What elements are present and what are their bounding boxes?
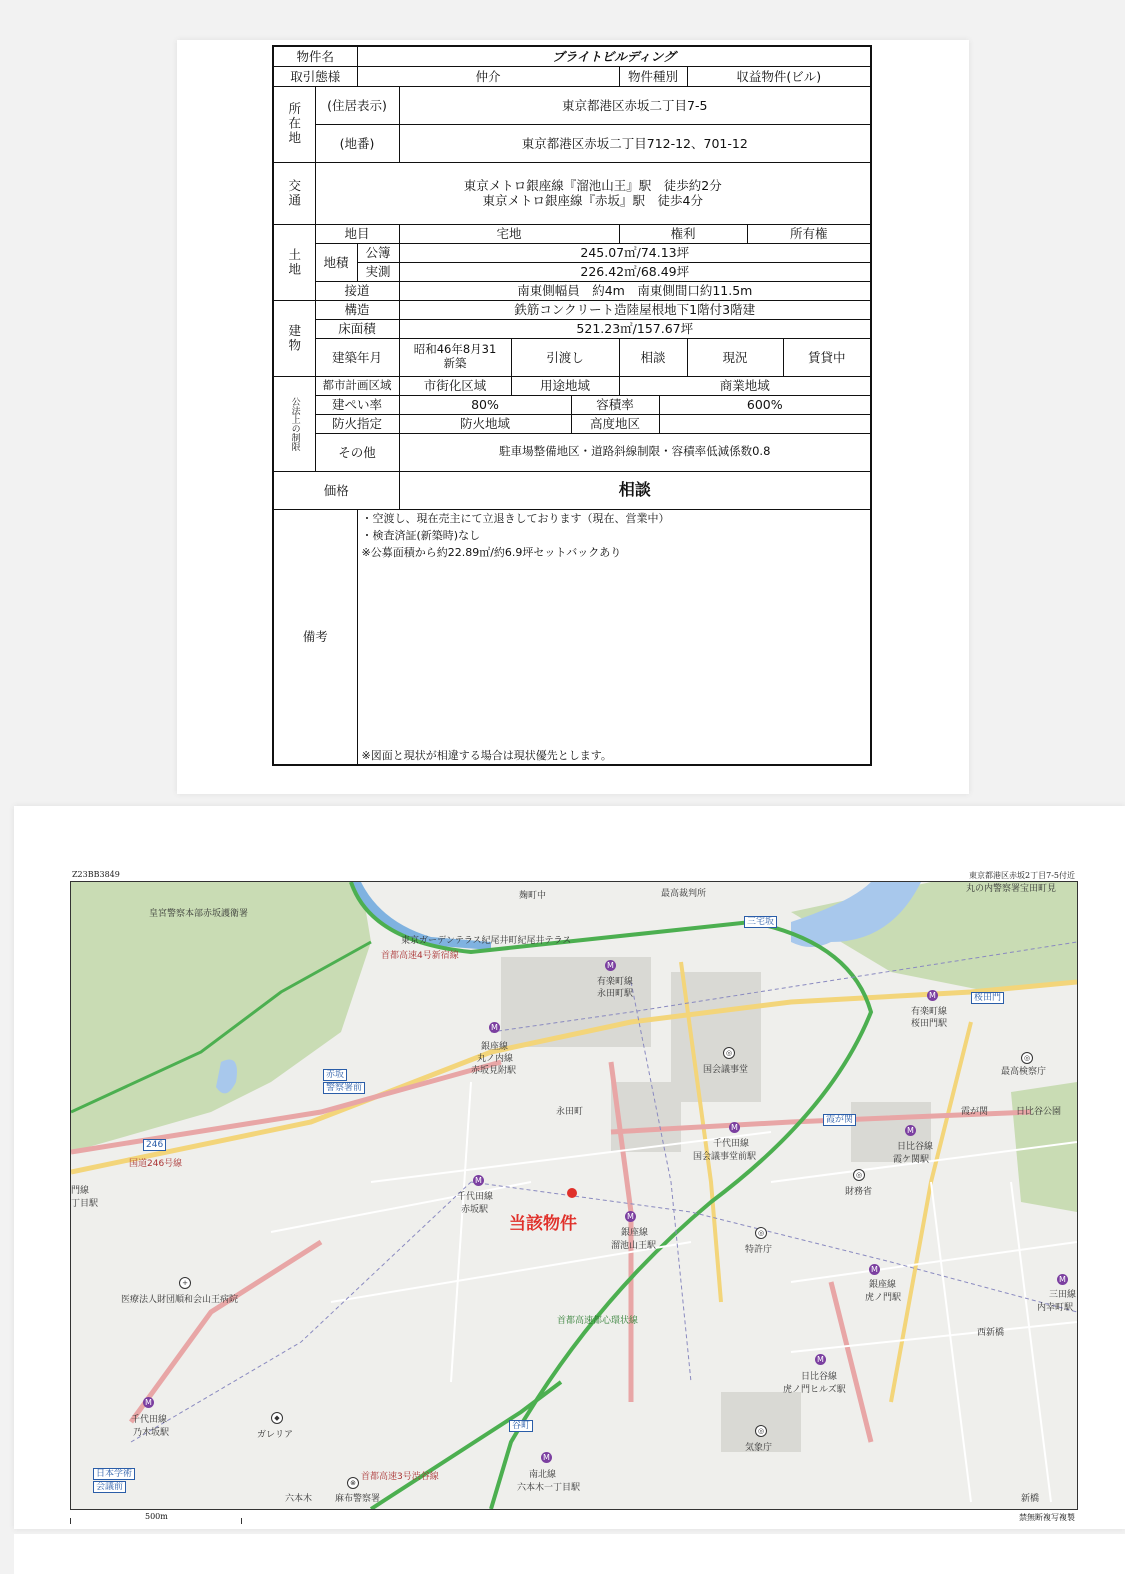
row-road xyxy=(273,281,871,300)
height-label: 高度地区 xyxy=(571,414,659,433)
property-name-label: 物件名 xyxy=(273,46,357,66)
property-name: ブライトビルディング xyxy=(357,46,871,66)
label-kishocho: 気象庁 xyxy=(745,1443,773,1453)
location-map[interactable] xyxy=(70,881,1078,1510)
built-date: 昭和46年8月31 xyxy=(413,342,497,357)
label-kasumigaseki-station: 霞ケ関駅 xyxy=(893,1155,930,1165)
hospital-icon: + xyxy=(179,1277,191,1289)
map-page xyxy=(14,806,1125,1529)
label-roppongi-itchome-station: 六本木一丁目駅 xyxy=(517,1483,581,1493)
row-price xyxy=(273,471,871,509)
label-line-left: 門線 xyxy=(71,1186,90,1196)
rights-value: 所有権 xyxy=(747,224,871,243)
other-label: その他 xyxy=(315,433,399,471)
land-area-label: 地積 xyxy=(315,243,357,281)
use-zone-label: 用途地域 xyxy=(511,376,619,395)
label-tameike-sanno-station: 溜池山王駅 xyxy=(611,1241,657,1251)
structure-label: 構造 xyxy=(315,300,399,319)
status-label: 現況 xyxy=(687,338,783,376)
label-saikosai: 最高裁判所 xyxy=(661,889,707,899)
label-akasaka-police-2: 警察署前 xyxy=(323,1082,365,1094)
label-nihon-gakujutsu-2: 会議前 xyxy=(93,1481,126,1493)
subway-station-icon: M xyxy=(541,1452,552,1463)
rights-label: 権利 xyxy=(619,224,747,243)
row-coverage xyxy=(273,395,871,414)
row-other xyxy=(273,433,871,471)
transport-value xyxy=(315,162,871,224)
road-yellow-3 xyxy=(891,1022,971,1402)
row-address xyxy=(273,86,871,124)
block xyxy=(851,1102,934,1162)
label-ginza-line: 銀座線 xyxy=(481,1042,509,1052)
copyright-notice: 禁無断複写複製 xyxy=(1019,1513,1075,1522)
fire-value: 防火地域 xyxy=(399,414,571,433)
label-akasaka-mitsuke: 赤坂見附駅 xyxy=(471,1066,517,1076)
city-plan-label: 都市計画区域 xyxy=(315,376,399,395)
government-icon: ◎ xyxy=(755,1425,767,1437)
row-lot xyxy=(273,124,871,162)
road-red-5 xyxy=(831,1282,871,1442)
label-ginza-toranomon-line: 銀座線 xyxy=(869,1280,897,1290)
label-miyakezaka: 三宅坂 xyxy=(744,916,777,928)
government-icon: ◎ xyxy=(1021,1052,1033,1064)
government-icon: ◎ xyxy=(723,1047,735,1059)
price-label: 価格 xyxy=(273,471,399,509)
row-floor-area xyxy=(273,319,871,338)
note-line-2: ・検査済証(新築時)なし xyxy=(361,528,481,542)
row-notes xyxy=(273,509,871,765)
label-hibiya-line: 日比谷線 xyxy=(897,1142,934,1152)
subway-station-icon: M xyxy=(927,990,938,1001)
label-hibiya-park: 日比谷公園 xyxy=(1016,1107,1062,1117)
label-tokkyo: 特許庁 xyxy=(745,1245,773,1255)
subway-station-icon: M xyxy=(1057,1274,1068,1285)
label-sakuradamon-gate: 桜田門 xyxy=(971,992,1004,1004)
property-type-value: 収益物件(ビル) xyxy=(687,66,871,86)
subway-station-icon: M xyxy=(905,1125,916,1136)
far-label: 容積率 xyxy=(571,395,659,414)
fire-label: 防火指定 xyxy=(315,414,399,433)
road-value: 南東側幅員 約4m 南東側間口約11.5m xyxy=(399,281,871,300)
far-value: 600% xyxy=(659,395,871,414)
scale-bar xyxy=(70,1518,242,1524)
label-tameike-exit: 谷町 xyxy=(509,1420,533,1432)
land-category-value: 宅地 xyxy=(399,224,619,243)
row-registered-area xyxy=(273,243,871,262)
subway-station-icon: M xyxy=(143,1397,154,1408)
bcr-label: 建ぺい率 xyxy=(315,395,399,414)
row-land-category xyxy=(273,224,871,243)
label-uchisaiwaicho-station: 内幸町駅 xyxy=(1037,1303,1074,1313)
label-chiyoda-nogizaka-line: 千代田線 xyxy=(131,1415,168,1425)
subway-station-icon: M xyxy=(815,1354,826,1365)
row-city-plan xyxy=(273,376,871,395)
label-route-246-badge: 246 xyxy=(143,1139,166,1151)
built-label: 建築年月 xyxy=(315,338,399,376)
row-structure xyxy=(273,300,871,319)
note-line-1: ・空渡し、現在売主にて立退きしております（現在、営業中） xyxy=(361,511,670,525)
subway-station-icon: M xyxy=(473,1175,484,1186)
label-expressway-loop: 首都高速都心環状線 xyxy=(557,1316,639,1326)
subway-station-icon: M xyxy=(489,1022,500,1033)
label-toranomon-hills-station: 虎ノ門ヒルズ駅 xyxy=(783,1385,846,1395)
transport-line-2: 東京メトロ銀座線『赤坂』駅 徒歩4分 xyxy=(482,193,703,208)
handover-label: 引渡し xyxy=(511,338,619,376)
structure-value: 鉄筋コンクリート造陸屋根地下1階付3階建 xyxy=(399,300,871,319)
label-nihon-gakujutsu-1: 日本学術 xyxy=(93,1468,135,1480)
subway-station-icon: M xyxy=(605,960,616,971)
label-kojimachi: 麹町中 xyxy=(519,891,547,901)
row-fire xyxy=(273,414,871,433)
label-azabu-police: 麻布警察署 xyxy=(335,1494,381,1504)
note-line-3: ※公募面積から約22.89㎡/約6.9坪セットバックあり xyxy=(361,545,622,559)
police-icon: ⊗ xyxy=(347,1477,359,1489)
price-value: 相談 xyxy=(399,471,871,509)
road-red-3 xyxy=(131,1242,321,1422)
label-chiyoda-line: 千代田線 xyxy=(713,1139,750,1149)
address-label: (住居表示) xyxy=(315,86,399,124)
label-kasumigaseki-town: 霞が関 xyxy=(961,1107,989,1117)
label-kasumigaseki-exit: 霞が関 xyxy=(823,1114,856,1126)
registered-area: 245.07㎡/74.13坪 xyxy=(399,243,871,262)
label-toranomon-station: 虎ノ門駅 xyxy=(865,1293,902,1303)
measured-area: 226.42㎡/68.49坪 xyxy=(399,262,871,281)
label-akasaka-police-1: 赤坂 xyxy=(323,1069,347,1081)
other-value: 駐車場整備地区・道路斜線制限・容積率低減係数0.8 xyxy=(399,433,871,471)
scale-label: 500m xyxy=(145,1512,168,1521)
label-nishishinbashi: 西新橋 xyxy=(977,1328,1005,1338)
minor-streets xyxy=(271,1082,1077,1502)
label-chiyoda-akasaka-line: 千代田線 xyxy=(457,1192,494,1202)
land-label: 土地 xyxy=(273,224,315,300)
property-sheet-page xyxy=(177,40,969,794)
built-value xyxy=(399,338,511,376)
map-id: Z23BB3849 xyxy=(72,870,120,879)
label-route-246: 国道246号線 xyxy=(129,1159,183,1169)
property-info-table xyxy=(272,45,872,766)
floor-area-value: 521.23㎡/157.67坪 xyxy=(399,319,871,338)
label-hospital: 医療法人財団順和会山王病院 xyxy=(121,1295,239,1305)
notes-body xyxy=(357,509,871,765)
label-mita-line: 三田線 xyxy=(1049,1290,1077,1300)
registered-label: 公簿 xyxy=(357,243,399,262)
built-note: 新築 xyxy=(443,356,467,370)
government-icon: ◎ xyxy=(755,1227,767,1239)
land-category-label: 地目 xyxy=(315,224,399,243)
handover-value: 相談 xyxy=(619,338,687,376)
measured-label: 実測 xyxy=(357,262,399,281)
status-value: 賃貸中 xyxy=(783,338,871,376)
address-value: 東京都港区赤坂二丁目7-5 xyxy=(399,86,871,124)
label-nogizaka-station: 乃木坂駅 xyxy=(133,1428,170,1438)
label-kokkai-mae-station: 国会議事堂前駅 xyxy=(693,1152,757,1162)
transport-label: 交通 xyxy=(273,162,315,224)
height-value xyxy=(659,414,871,433)
property-type-label: 物件種別 xyxy=(619,66,687,86)
road-label: 接道 xyxy=(315,281,399,300)
bcr-value: 80% xyxy=(399,395,571,414)
label-yurakucho-line: 有楽町線 xyxy=(597,977,634,987)
label-garden-terrace: 東京ガーデンテラス紀尾井町紀尾井テラス xyxy=(401,936,572,946)
label-expressway-3: 首都高速3号渋谷線 xyxy=(361,1472,439,1482)
floor-area-label: 床面積 xyxy=(315,319,399,338)
transport-line-1: 東京メトロ銀座線『溜池山王』駅 徒歩約2分 xyxy=(463,178,722,193)
row-transaction xyxy=(273,66,871,86)
label-station-left: 丁目駅 xyxy=(71,1199,99,1209)
notes-label: 備考 xyxy=(273,509,357,765)
label-hibiya-toranomon-line: 日比谷線 xyxy=(801,1372,838,1382)
label-expressway-4: 首都高速4号新宿線 xyxy=(381,951,459,961)
row-property-name xyxy=(273,46,871,66)
label-kokkai: 国会議事堂 xyxy=(703,1065,749,1075)
lot-value: 東京都港区赤坂二丁目712-12、701-12 xyxy=(399,124,871,162)
label-kokyo-keisatsu: 皇宮警察本部赤坂護衛署 xyxy=(149,909,249,919)
row-built xyxy=(273,338,871,376)
landmark-icon: ◆ xyxy=(271,1412,283,1424)
city-plan-value: 市街化区域 xyxy=(399,376,511,395)
row-measured-area xyxy=(273,262,871,281)
label-marunouchi-police: 丸の内警察署宝田町見 xyxy=(966,884,1057,894)
map-area-caption: 東京都港区赤坂2丁目7-5付近 xyxy=(969,871,1075,880)
subway-station-icon: M xyxy=(869,1264,880,1275)
label-nagatacho-town: 永田町 xyxy=(556,1107,584,1117)
label-sakuradamon-station: 桜田門駅 xyxy=(911,1019,948,1029)
subway-station-icon: M xyxy=(729,1122,740,1133)
label-mof: 財務省 xyxy=(845,1187,873,1197)
use-zone-value: 商業地域 xyxy=(619,376,871,395)
transaction-value: 仲介 xyxy=(357,66,619,86)
next-page-edge xyxy=(14,1534,1125,1574)
subject-marker-icon xyxy=(567,1188,577,1198)
label-galleria: ガレリア xyxy=(257,1430,294,1440)
label-yurakucho-line-2: 有楽町線 xyxy=(911,1007,948,1017)
subject-label: 当該物件 xyxy=(509,1214,577,1234)
label-shinbashi: 新橋 xyxy=(1021,1494,1040,1504)
location-label: 所在地 xyxy=(273,86,315,162)
label-supreme-prosecutors: 最高検察庁 xyxy=(1001,1067,1047,1077)
label-nagatacho-station: 永田町駅 xyxy=(597,989,634,999)
label-roppongi: 六本木 xyxy=(285,1494,313,1504)
building-label: 建物 xyxy=(273,300,315,376)
legal-restrictions-label: 公法上の制限 xyxy=(273,376,315,471)
transaction-label: 取引態様 xyxy=(273,66,357,86)
label-namboku-line: 南北線 xyxy=(529,1470,557,1480)
lot-label: (地番) xyxy=(315,124,399,162)
notes-footer: ※図面と現状が相違する場合は現状優先とします。 xyxy=(361,748,612,762)
label-ginza-tameike-line: 銀座線 xyxy=(621,1228,649,1238)
label-marunouchi-line: 丸ノ内線 xyxy=(477,1054,514,1064)
subway-station-icon: M xyxy=(625,1211,636,1222)
label-akasaka-station: 赤坂駅 xyxy=(461,1205,489,1215)
row-transport xyxy=(273,162,871,224)
government-icon: ◎ xyxy=(853,1169,865,1181)
